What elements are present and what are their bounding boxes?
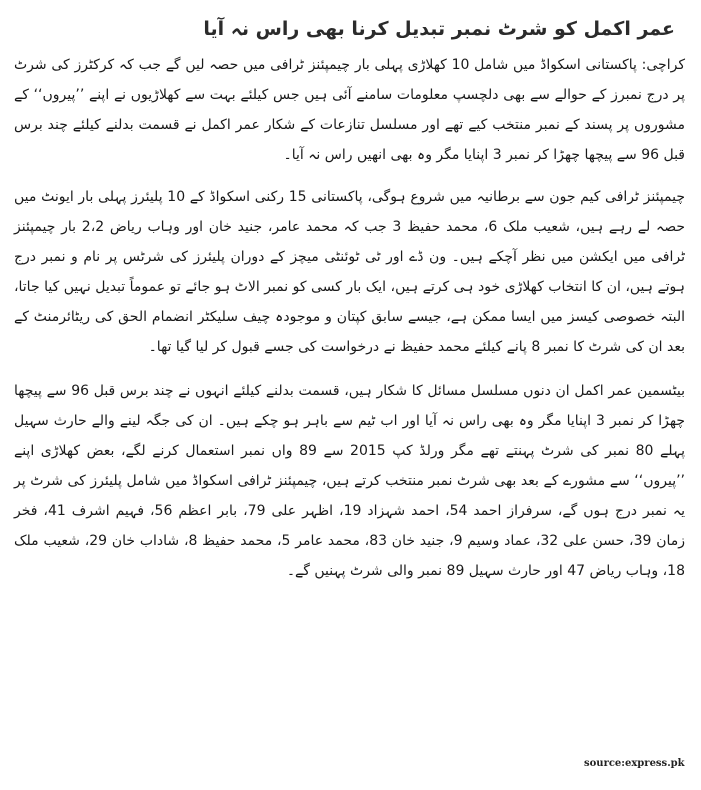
- paragraph-3: بیٹسمین عمر اکمل ان دنوں مسلسل مسائل کا شکار ہیں، قسمت بدلنے کیلئے انہوں نے چند برس قبل 96 سے پیچھا چھڑا کر نمبر 3 اپنایا مگر وہ بھی راس نہ آیا اور اب ٹیم سے باہر ہو چکے ہیں۔ ان کی جگہ لینے والے حارث سہیل پہلے 80 نمبر کی شرٹ پہنتے تھے مگر ورلڈ کپ 2015 سے 89 واں نمبر استعمال کرنے لگے، بعض کھلاڑی اپنے ’’پیروں‘‘ سے مشورے کے بعد بھی شرٹ نمبر منتخب کرتے ہیں، چیمپئنز ٹرافی اسکواڈ میں شامل پلیئرز کی شرٹ پر یہ نمبر درج ہوں گے، سرفراز احمد 54، احمد شہزاد 19، اظہر علی 79، بابر اعظم 56، فہیم اشرف 41، فخر زمان 39، حسن علی 32، عماد وسیم 9، جنید خان 83، محمد عامر 5، محمد حفیظ 8، شاداب خان 29، شعیب ملک 18، وہاب ریاض 47 اور حارث سہیل 89 نمبر والی شرٹ پہنیں گے۔: [14, 383, 686, 579]
- article: [14, 0, 685, 600]
- headline: عمر اکمل کو شرٹ نمبر تبدیل کرنا بھی راس نہ آیا: [203, 18, 675, 40]
- paragraph-1: کراچی: پاکستانی اسکواڈ میں شامل 10 کھلاڑی پہلی بار چیمپئنز ٹرافی میں حصہ لیں گے جب کہ کرکٹرز کی شرٹ پر درج نمبرز کے حوالے سے بھی دلچسپ معلومات سامنے آئی ہیں جس کیلئے بہت سے کھلاڑیوں نے اپنے ’’پیروں‘‘ کے مشوروں پر پسند کے نمبر منتخب کیے تھے اور مسلسل تنازعات کے شکار عمر اکمل نے قسمت بدلنے کیلئے چند برس قبل 96 سے پیچھا چھڑا کر نمبر 3 اپنایا مگر وہ بھی انھیں راس نہ آیا۔: [14, 57, 685, 163]
- paragraph-2: چیمپئنز ٹرافی کیم جون سے برطانیہ میں شروع ہوگی، پاکستانی 15 رکنی اسکواڈ کے 10 پلیئرز پہلی بار ایونٹ میں حصہ لے رہے ہیں، شعیب ملک 6، محمد حفیظ 3 جب کہ محمد عامر، جنید خان اور وہاب ریاض 2،2 بار چیمپئنز ٹرافی میں ایکشن میں نظر آچکے ہیں۔ ون ڈے اور ٹی ٹوئنٹی میچز کے دوران پلیئرز کی شرٹس پر نام و نمبر درج ہوتے ہیں، ان کا انتخاب کھلاڑی خود ہی کرتے ہیں، ایک بار کسی کو نمبر الاٹ ہو جائے تو عموماً تبدیل نہیں کیا جاتا، البتہ خصوصی کیسز میں ایسا ممکن ہے، جیسے سابق کپتان و موجودہ چیف سلیکٹر انضمام الحق کی ریٹائرمنٹ کے بعد ان کی شرٹ کا نمبر 8 پانے کیلئے محمد حفیظ نے درخواست کی جسے قبول کر لیا گیا تھا۔: [14, 189, 686, 355]
- source-credit: source:express.pk: [584, 758, 685, 769]
